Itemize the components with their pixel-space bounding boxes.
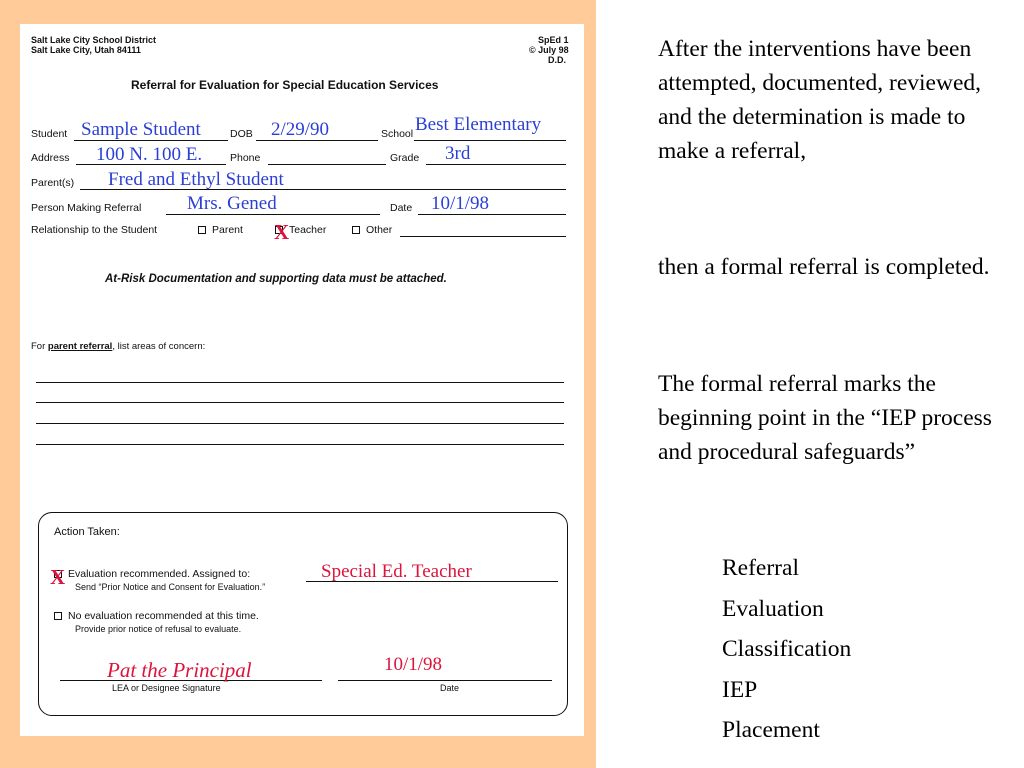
form-dd: D.D. [548, 55, 566, 65]
date-label: Date [390, 202, 413, 214]
concern-line [36, 402, 564, 403]
form-title: Referral for Evaluation for Special Education Services [131, 78, 439, 92]
school-value: Best Elementary [415, 114, 542, 135]
referral-date-value: 10/1/98 [431, 193, 490, 214]
signature-date-value: 10/1/98 [384, 654, 443, 675]
address-value: 100 N. 100 E. [96, 144, 203, 165]
relationship-label: Relationship to the Student [31, 224, 158, 236]
at-risk-note: At-Risk Documentation and supporting data must be attached. [105, 273, 447, 285]
grade-value: 3rd [445, 143, 471, 164]
parent-referral-instruction: For parent referral, list areas of concern: [31, 341, 206, 352]
dob-label: DOB [230, 128, 253, 140]
eval-note: Send “Prior Notice and Consent for Evaluation.” [75, 582, 266, 592]
form-code: SpEd 1 [538, 35, 569, 45]
referrer-value: Mrs. Gened [187, 193, 277, 214]
step-referral: Referral [722, 555, 799, 581]
step-evaluation: Evaluation [722, 595, 824, 622]
phone-label: Phone [230, 152, 261, 164]
teacher-option: Teacher [275, 224, 326, 236]
district-address: Salt Lake City, Utah 84111 [31, 45, 141, 55]
concern-line [36, 444, 564, 445]
action-heading: Action Taken: [54, 526, 120, 538]
concern-line [36, 423, 564, 424]
grade-label: Grade [390, 152, 420, 164]
referral-form [20, 24, 584, 736]
form-date: © July 98 [529, 45, 569, 55]
paragraph-referral-completed: then a formal referral is completed. [658, 254, 990, 280]
step-iep: IEP [722, 676, 758, 703]
paragraph-interventions: After the interventions have been attempted, documented, reviewed, and the determination is made to make a referral, [658, 36, 981, 164]
no-eval-checkbox [54, 612, 62, 620]
parent-option: Parent [198, 224, 243, 236]
dob-value: 2/29/90 [271, 119, 330, 140]
other-checkbox [352, 226, 360, 234]
parents-value: Fred and Ethyl Student [108, 169, 284, 190]
student-value: Sample Student [81, 119, 201, 140]
assigned-to-value: Special Ed. Teacher [321, 561, 472, 582]
student-label: Student [31, 128, 68, 140]
address-label: Address [31, 152, 70, 164]
referral-person-label: Person Making Referral [31, 202, 142, 214]
paragraph-iep-process: The formal referral marks the beginning point in the “IEP process and procedural safeguards” [658, 371, 992, 465]
step-placement: Placement [722, 717, 820, 744]
parent-checkbox [198, 226, 206, 234]
teacher-mark: X [274, 220, 290, 244]
process-steps [722, 550, 851, 753]
step-classification: Classification [722, 636, 852, 663]
school-label: School [381, 128, 414, 140]
eval-recommended: Evaluation recommended. Assigned to: [54, 568, 250, 580]
eval-mark: X [50, 565, 66, 589]
no-eval-recommended: No evaluation recommended at this time. [54, 610, 259, 622]
other-option: Other [352, 224, 392, 236]
no-eval-note: Provide prior notice of refusal to evaluate. [75, 624, 242, 634]
signature-label: LEA or Designee Signature [112, 683, 221, 693]
parents-label: Parent(s) [31, 177, 75, 189]
district-name: Salt Lake City School District [31, 35, 157, 45]
date-signature-label: Date [440, 683, 460, 693]
signature-value: Pat the Principal [107, 658, 252, 682]
concern-line [36, 382, 564, 383]
